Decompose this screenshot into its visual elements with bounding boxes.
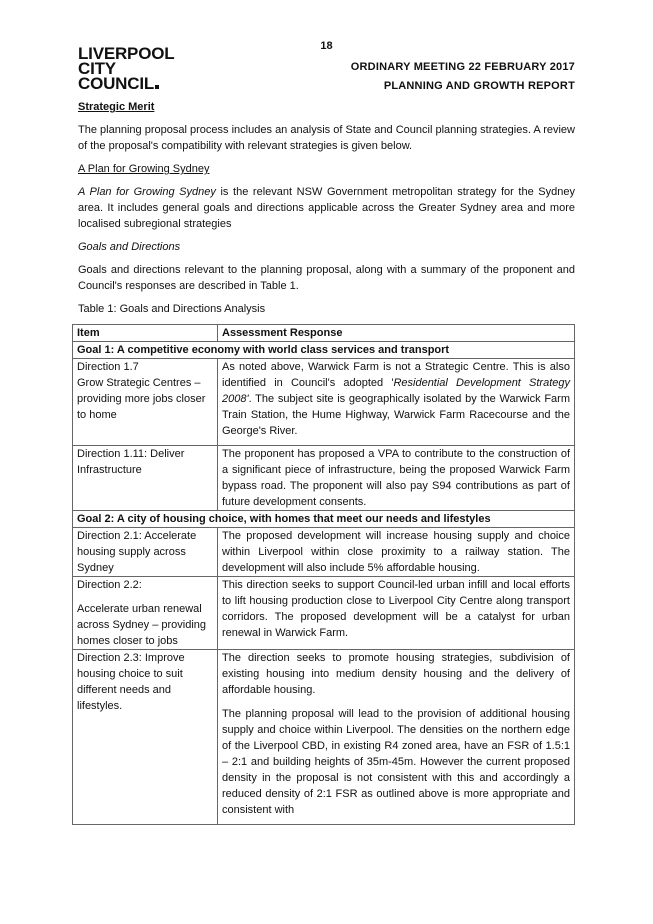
table-caption: Table 1: Goals and Directions Analysis bbox=[78, 303, 266, 315]
table-row bbox=[73, 650, 575, 825]
item-cell: Direction 2.1: Accelerate housing supply across Sydney bbox=[73, 528, 218, 577]
table-row bbox=[73, 528, 575, 577]
goal-row bbox=[73, 342, 575, 359]
response-cell: This direction seeks to support Council-led urban infill and local efforts to lift housing production close to Liverpool City Centre along transport corridors. The proposed development will be a catalyst for urban renewal in Warwick Farm. bbox=[218, 577, 575, 650]
report-title: PLANNING AND GROWTH REPORT bbox=[383, 80, 575, 92]
table-row bbox=[73, 359, 575, 446]
table-row bbox=[73, 577, 575, 650]
goals-paragraph: Goals and directions relevant to the planning proposal, along with a summary of the proponent and Council's responses are described in Table 1. bbox=[78, 264, 575, 292]
goal-2-label: Goal 2: A city of housing choice, with homes that meet our needs and lifestyles bbox=[73, 511, 575, 528]
plan-heading: A Plan for Growing Sydney bbox=[78, 163, 210, 175]
col-item-header: Item bbox=[73, 325, 218, 342]
item-cell: Direction 2.2: Accelerate urban renewal across Sydney – providing homes closer to jobs bbox=[73, 577, 218, 650]
table-header-row bbox=[73, 325, 575, 342]
table-row bbox=[73, 446, 575, 511]
logo-dot-icon bbox=[155, 85, 159, 89]
council-logo bbox=[78, 46, 174, 91]
response-cell: The proposed development will increase housing supply and choice within Liverpool within close proximity to a railway station. The development will also include 5% affordable housing. bbox=[218, 528, 575, 577]
item-cell: Direction 1.7 Grow Strategic Centres – providing more jobs closer to home bbox=[73, 359, 218, 446]
meeting-title: ORDINARY MEETING 22 FEBRUARY 2017 bbox=[350, 61, 575, 73]
strategic-merit-intro: The planning proposal process includes an analysis of State and Council planning strategies. A review of the proposal's compatibility with relevant strategies is given below. bbox=[78, 124, 575, 152]
goal-row bbox=[73, 511, 575, 528]
response-cell: The direction seeks to promote housing strategies, subdivision of existing housing into medium density housing and the delivery of affordable housing. The planning proposal will lead to the provision of additional housing supply and choice within Liverpool. The densities on the northern edge of the Liverpool CBD, in existing R4 zoned area, have an FSR of 1.5:1 – 2:1 and building heights of 35m-45m. However the current proposed density in the proposal is not consistent with this and accordingly a reduced density of 2:1 FSR as outlined above is more appropriate and consistent with bbox=[218, 650, 575, 825]
logo-line-3: COUNCIL bbox=[78, 76, 174, 91]
response-cell: The proponent has proposed a VPA to contribute to the construction of a significant piece of infrastructure, being the proposed Warwick Farm bypass road. The proponent will also pay S94 contributions as part of future development consents. bbox=[218, 446, 575, 511]
logo-line-2: CITY bbox=[78, 59, 116, 78]
item-cell: Direction 2.3: Improve housing choice to suit different needs and lifestyles. bbox=[73, 650, 218, 825]
goal-1-label: Goal 1: A competitive economy with world class services and transport bbox=[73, 342, 575, 359]
goals-directions-table bbox=[72, 324, 575, 825]
goals-heading: Goals and Directions bbox=[78, 241, 181, 253]
strategic-merit-heading: Strategic Merit bbox=[78, 101, 155, 113]
item-cell: Direction 1.11: Deliver Infrastructure bbox=[73, 446, 218, 511]
plan-paragraph: A Plan for Growing Sydney is the relevant NSW Government metropolitan strategy for the Sydney area. It includes general goals and directions applicable across the Greater Sydney area and more localised subregional strategies bbox=[78, 186, 575, 230]
response-cell: As noted above, Warwick Farm is not a Strategic Centre. This is also identified in Council's adopted 'Residential Development Strategy 2008'. The subject site is geographically isolated by the Warwick Farm Train Station, the Hume Highway, Warwick Farm Racecourse and the George's River. bbox=[218, 359, 575, 446]
document-body bbox=[78, 99, 575, 825]
page-number: 18 bbox=[320, 40, 333, 52]
col-response-header: Assessment Response bbox=[218, 325, 575, 342]
logo-line-1: LIVERPOOL bbox=[78, 44, 175, 63]
